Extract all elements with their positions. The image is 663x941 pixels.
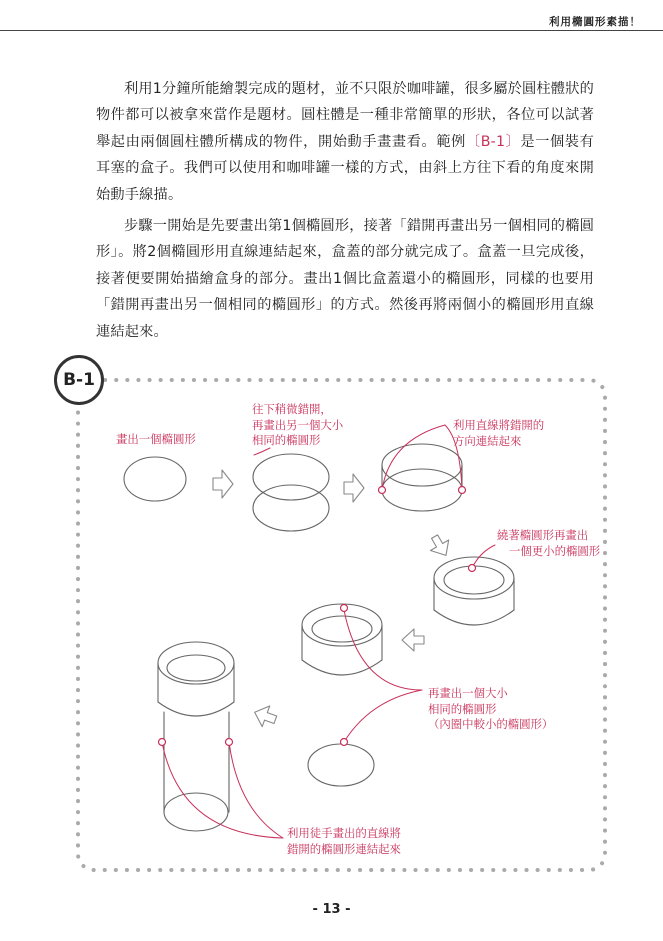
annotation-step4 [497,528,600,559]
annotation-step5 [428,686,553,733]
marker-dot [379,487,386,494]
leader-step6b [229,742,283,838]
figure-reference: 〔B-1〕 [465,133,521,150]
annotation-line: 再畫出另一個大小 [252,417,344,432]
annotation-line: （內圈中較小的橢圓形） [428,717,554,731]
paragraph-1-text-a: 利用1分鐘所能繪製完成的題材，並不只限於咖啡罐，很多屬於圓柱體狀的物件都可以被拿來當作是題材。圓柱體是一種非常簡單的形狀，各位可以試著舉起由兩個圓柱體所構成的物件，開始動手畫畫看。範例 [96,81,594,150]
annotation-line: 相同的橢圓形 [252,433,321,447]
annotation-line: 繞著橢圓形再畫出 [497,528,589,542]
annotation-line: 相同的橢圓形 [428,701,497,716]
page-number: - 13 - [312,902,351,917]
annotation-step3 [453,418,544,449]
leader-step3 [382,425,445,490]
figure-label-badge: B-1 [54,355,104,405]
annotation-line: 利用徒手畫出的直線將 [287,826,401,840]
step5-lid-body [302,604,382,786]
annotation-step1 [116,432,196,448]
annotation-line: 再畫出一個大小 [428,686,508,700]
paragraph-1-text-b: 是一個裝有耳塞的盒子。我們可以使用和咖啡罐一樣的方式，由斜上方往下看的角度來開始動手線描。 [96,133,594,203]
paragraph-2: 步驟一開始是先要畫出第1個橢圓形，接著「錯開再畫出另一個相同的橢圓形」。將2個橢圓形用直線連結起來，盒蓋的部分就完成了。盒蓋一旦完成後，接著便要開始描繪盒身的部分。畫出1個比盒蓋還小的橢圓形，同樣的也要用「錯開再畫出另一個相同的橢圓形」的方式。然後再將兩個小的橢圓形用直線連結起來。 [96,218,594,340]
leader-step5b [344,690,422,742]
marker-dot [341,739,348,746]
annotation-step6 [287,826,401,857]
marker-dot [159,739,166,746]
annotation-line: 方向連結起來 [453,433,522,448]
step1-ellipse [124,457,186,501]
figure-frame [78,380,605,870]
step2-ellipses [253,454,329,531]
annotation-step2 [252,402,343,449]
leader-step5a [344,610,422,690]
annotation-line: 往下稍微錯開， [252,402,332,416]
marker-dot [469,565,476,572]
step3-lid [382,444,462,511]
leader-step2 [254,448,270,455]
step6-full-box [158,642,234,831]
marker-dot [226,739,233,746]
annotation-line: 一個更小的橢圓形 [509,543,601,558]
marker-dot [459,487,466,494]
running-header: 利用橢圓形素描！ [549,16,641,28]
annotation-line: 利用直線將錯開的 [453,418,545,432]
annotation-line: 畫出一個橢圓形 [116,432,196,446]
annotation-line: 錯開的橢圓形連結起來 [287,841,401,856]
marker-dot [341,605,348,612]
